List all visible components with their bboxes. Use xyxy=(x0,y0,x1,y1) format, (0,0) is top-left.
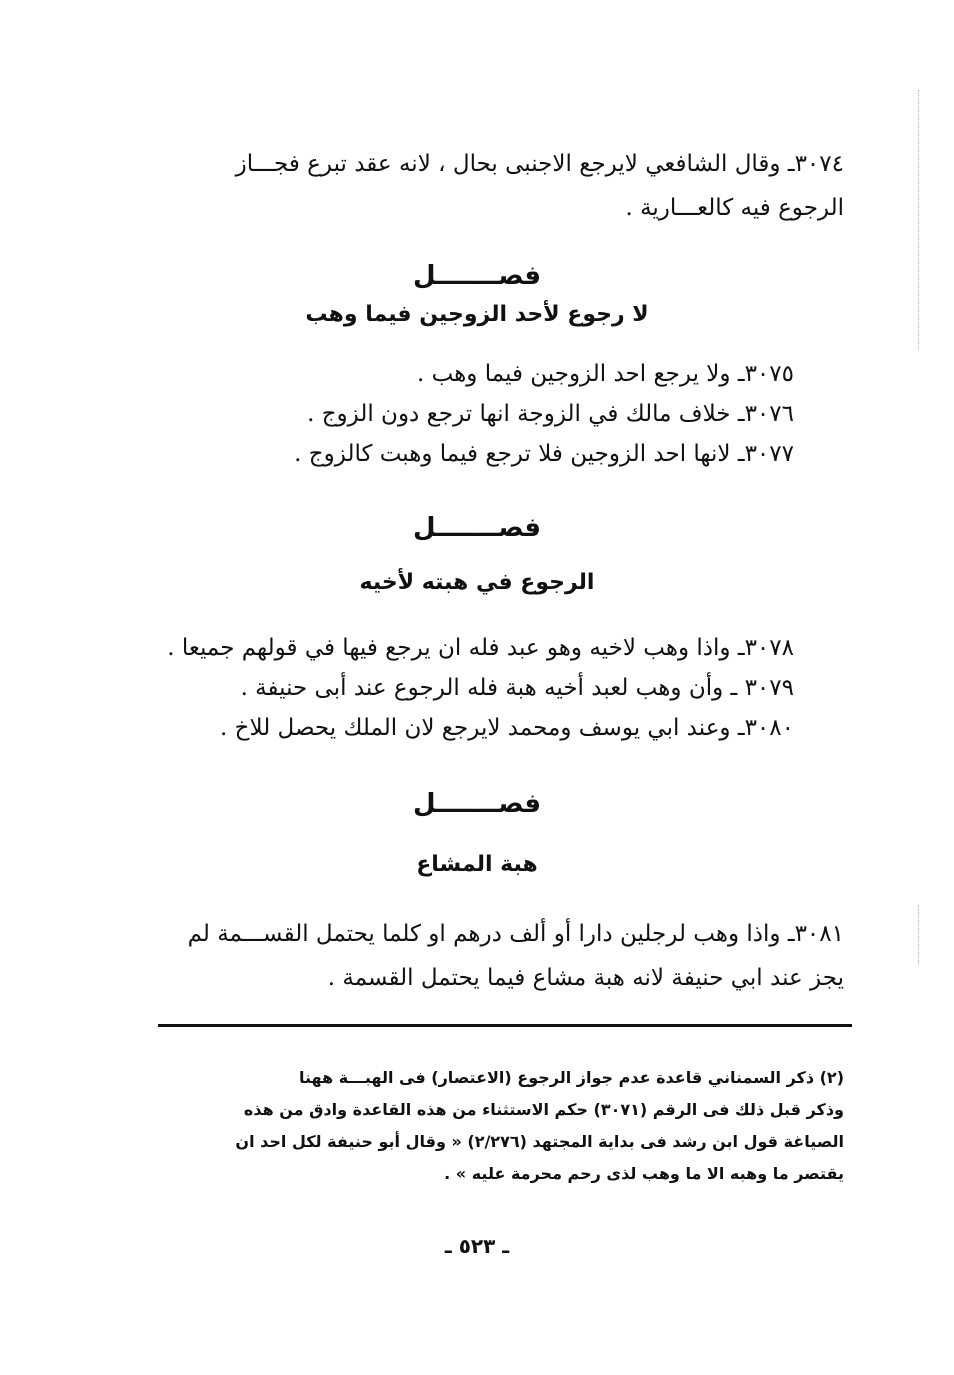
scan-edge-mark xyxy=(918,905,919,965)
section-1-title: لا رجوع لأحد الزوجين فيما وهب xyxy=(305,302,649,327)
footnote-line-4: يقتصر ما وهبه الا ما وهب لذى رحم محرمة عليه » . xyxy=(444,1164,844,1183)
footnote-line-3: الصياغة قول ابن رشد فى بداية المجتهد (٢/٢٧٦) « وقال أبو حنيفة لكل احد ان xyxy=(235,1132,844,1151)
item-3077: ٣٠٧٧ـ لانها احد الزوجين فلا ترجع فيما وهبت كالزوج . xyxy=(294,441,794,467)
section-1-heading: فصـــــــل xyxy=(412,261,542,291)
footnote-line-2: وذكر قبل ذلك فى الرقم (٣٠٧١) حكم الاستثناء من هذه القاعدة وادق من هذه xyxy=(243,1100,844,1119)
footnote-separator xyxy=(158,1024,852,1027)
item-3078: ٣٠٧٨ـ واذا وهب لاخيه وهو عبد فله ان يرجع فيها في قولهم جميعا . xyxy=(167,635,794,661)
section-2-title: الرجوع في هبته لأخيه xyxy=(359,570,595,595)
item-3075: ٣٠٧٥ـ ولا يرجع احد الزوجين فيما وهب . xyxy=(416,361,794,387)
item-3080: ٣٠٨٠ـ وعند ابي يوسف ومحمد لايرجع لان الملك يحصل للاخ . xyxy=(220,715,794,741)
item-3079: ٣٠٧٩ ـ وأن وهب لعبد أخيه هبة فله الرجوع عند أبى حنيفة . xyxy=(240,675,794,701)
paragraph-3074-line-1: ٣٠٧٤ـ وقال الشافعي لايرجع الاجنبى بحال ، لانه عقد تبرع فجـــاز xyxy=(235,151,844,177)
paragraph-3074-line-2: الرجوع فيه كالعـــارية . xyxy=(625,195,844,221)
item-3076: ٣٠٧٦ـ خلاف مالك في الزوجة انها ترجع دون الزوج . xyxy=(307,401,794,427)
paragraph-3081-line-1: ٣٠٨١ـ واذا وهب لرجلين دارا أو ألف درهم او كلما يحتمل القســـمة لم xyxy=(187,921,844,947)
footnote-line-1: (٢) ذكر السمناني قاعدة عدم جواز الرجوع (الاعتصار) فى الهبـــة ههنا xyxy=(298,1068,844,1087)
section-3-title: هبة المشاع xyxy=(416,852,538,877)
page-number: ـ ٥٢٣ ـ xyxy=(444,1234,510,1258)
section-3-heading: فصـــــــل xyxy=(412,789,542,819)
section-2-heading: فصـــــــل xyxy=(412,513,542,543)
paragraph-3081-line-2: يجز عند ابي حنيفة لانه هبة مشاع فيما يحتمل القسمة . xyxy=(327,965,844,991)
